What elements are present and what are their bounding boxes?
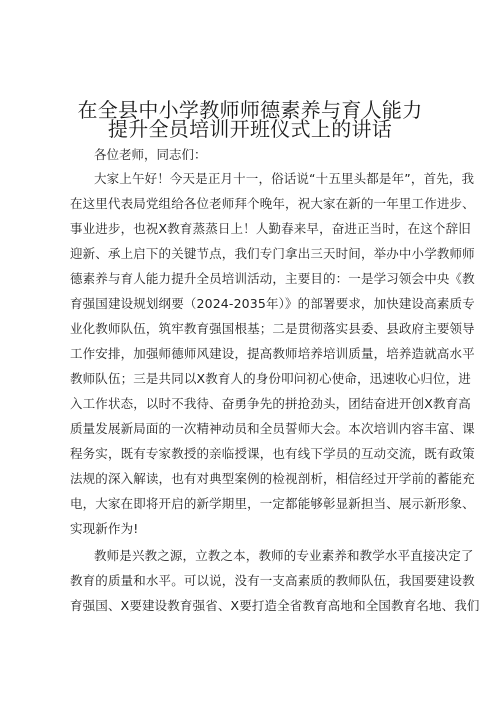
paragraph-line: 工作安排，加强师德师风建设，提高教师培养培训质量，培养造就高水平 [70,346,475,361]
paragraph-line: 大家上午好！今天是正月十一，俗话说“十五里头都是年”，首先，我 [94,171,475,186]
paragraph-line: 程务实，既有专家教授的亲临授课，也有线下学员的互动交流，既有政策 [70,446,475,461]
paragraph-line: 事业进步，也祝X教育蒸蒸日上！人勤春来早，奋进正当时，在这个辞旧 [70,221,471,236]
paragraph-line: 教育的质量和水平。可以说，没有一支高素质的教师队伍，我国要建设教 [70,573,475,588]
document-title-line-1: 在全县中小学教师师德素养与育人能力 [77,98,423,122]
paragraph-line: 电，大家在即将开启的新学期里，一定都能够彰显新担当、展示新形象、 [70,496,475,511]
paragraph-line: 实现新作为! [70,521,139,536]
paragraph-line: 业化教师队伍，筑牢教育强国根基；二是贯彻落实县委、县政府主要领导 [70,321,475,336]
paragraph-line: 入工作状态，以时不我待、奋勇争先的拼抢劲头，团结奋进开创X教育高 [70,396,471,411]
document-title-line-2: 提升全员培训开班仪式上的讲话 [107,117,393,141]
paragraph-line: 育强国建设规划纲要（2024-2035年）》的部署要求，加快建设高素质专 [70,296,475,311]
paragraph-line: 教师队伍；三是共同以X教育人的身份叩问初心使命，迅速收心归位，进 [70,371,471,386]
paragraph-line: 质量发展新局面的一次精神动员和全员誓师大会。本次培训内容丰富、课 [70,421,475,436]
paragraph-line: 育强国、X要建设教育强省、X要打造全省教育高地和全国教育名地、我们 [70,598,480,613]
greeting: 各位老师，同志们： [94,147,207,162]
paragraph-line: 在这里代表局党组给各位老师拜个晚年，祝大家在新的一年里工作进步、 [70,196,475,211]
paragraph-line: 德素养与育人能力提升全员培训活动，主要目的：一是学习领会中央《教 [70,271,475,286]
paragraph-line: 教师是兴教之源，立教之本，教师的专业素养和教学水平直接决定了 [94,548,474,563]
paragraph-line: 法规的深入解读，也有对典型案例的检视剖析，相信经过开学前的蓄能充 [70,471,475,486]
paragraph-line: 迎新、承上启下的关键节点，我们专门拿出三天时间，举办中小学教师师 [70,246,475,261]
